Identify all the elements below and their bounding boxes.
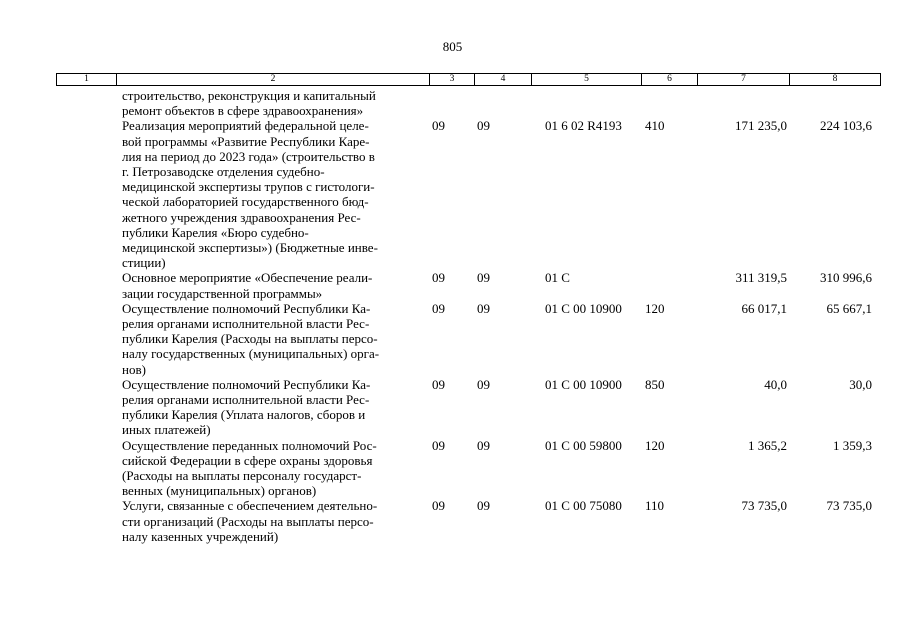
header-cell: 5 [532, 74, 642, 86]
expense-type-code: 110 [645, 498, 665, 514]
amount-year-2: 310 996,6 [820, 270, 872, 286]
description-line: сийской Федерации в сфере охраны здоровья [122, 452, 373, 468]
table-row [56, 438, 880, 499]
column-number-header [56, 73, 881, 86]
amount-year-2: 65 667,1 [826, 300, 872, 316]
subsection-code: 09 [477, 270, 490, 286]
section-code: 09 [432, 376, 445, 392]
description-line: Реализация мероприятий федеральной целе- [122, 118, 369, 134]
row-description [116, 118, 429, 270]
table-row [56, 301, 880, 377]
subsection-code: 09 [477, 300, 490, 316]
description-line: публики Карелия (Расходы на выплаты персо- [122, 331, 378, 347]
expense-type-code: 120 [645, 300, 665, 316]
header-cell: 3 [430, 74, 475, 86]
row-description [116, 438, 429, 499]
description-line: Осуществление полномочий Республики Ка- [122, 300, 371, 316]
amount-year-1: 1 365,2 [748, 437, 787, 453]
description-line: ческой лабораторией государственного бюд- [122, 194, 369, 210]
subsection-code [474, 88, 531, 118]
description-line: строительство, реконструкция и капитальный [122, 88, 376, 103]
row-description [116, 270, 429, 300]
section-code: 09 [432, 270, 445, 286]
header-cell: 7 [698, 74, 790, 86]
section-code: 09 [432, 437, 445, 453]
amount-year-2: 30,0 [849, 376, 872, 392]
section-code: 09 [432, 118, 445, 134]
table-row [56, 270, 880, 300]
cell-col1 [56, 498, 116, 544]
row-description [116, 498, 429, 544]
table-row [56, 377, 880, 438]
cell-col1 [56, 301, 116, 377]
description-line: медицинской экспертизы») (Бюджетные инве- [122, 240, 378, 256]
expense-type-code [641, 88, 697, 118]
subsection-code: 09 [477, 118, 490, 134]
cell-col1 [56, 438, 116, 499]
header-cell: 4 [475, 74, 532, 86]
description-line: публики Карелия «Бюро судебно- [122, 224, 309, 240]
header-cell: 6 [642, 74, 698, 86]
description-line: жетного учреждения здравоохранения Рес- [122, 209, 361, 225]
row-description [116, 88, 429, 118]
table-row [56, 498, 880, 544]
target-article-code: 01 С 00 10900 [545, 376, 622, 392]
row-description [116, 377, 429, 438]
subsection-code: 09 [477, 498, 490, 514]
target-article-code: 01 С 00 75080 [545, 498, 622, 514]
description-line: релия органами исполнительной власти Рес- [122, 316, 370, 332]
description-line: венных (муниципальных) органов) [122, 483, 317, 499]
description-line: ремонт объектов в сфере здравоохранения» [122, 103, 364, 119]
table-row [56, 118, 880, 270]
description-line: Осуществление переданных полномочий Рос- [122, 437, 377, 453]
amount-year-1 [697, 88, 789, 118]
section-code: 09 [432, 300, 445, 316]
row-description [116, 301, 429, 377]
description-line: сти организаций (Расходы на выплаты персо- [122, 513, 374, 529]
cell-col1 [56, 377, 116, 438]
amount-year-1: 40,0 [764, 376, 787, 392]
amount-year-2 [789, 88, 880, 118]
header-cell: 8 [790, 74, 881, 86]
description-line: иных платежей) [122, 422, 211, 438]
description-line: вой программы «Развитие Республики Каре- [122, 133, 370, 149]
expense-type-code: 850 [645, 376, 665, 392]
amount-year-2: 224 103,6 [820, 118, 872, 134]
target-article-code [531, 88, 641, 118]
amount-year-1: 311 319,5 [735, 270, 787, 286]
expense-type-code [641, 270, 697, 300]
cell-col1 [56, 118, 116, 270]
page-number: 805 [442, 39, 463, 54]
budget-table [56, 88, 880, 544]
target-article-code: 01 С 00 10900 [545, 300, 622, 316]
amount-year-2: 73 735,0 [826, 498, 872, 514]
amount-year-1: 73 735,0 [741, 498, 787, 514]
table-row [56, 88, 880, 118]
target-article-code: 01 С 00 59800 [545, 437, 622, 453]
cell-col1 [56, 88, 116, 118]
description-line: медицинской экспертизы трупов с гистологи- [122, 179, 375, 195]
target-article-code: 01 6 02 R4193 [545, 118, 622, 134]
amount-year-2: 1 359,3 [833, 437, 872, 453]
description-line: зации государственной программы» [122, 285, 323, 301]
cell-col1 [56, 270, 116, 300]
description-line: (Расходы на выплаты персоналу государст- [122, 468, 362, 484]
description-line: налу казенных учреждений) [122, 528, 279, 544]
description-line: публики Карелия (Уплата налогов, сборов и [122, 407, 366, 423]
description-line: релия органами исполнительной власти Рес- [122, 392, 370, 408]
amount-year-1: 66 017,1 [741, 300, 787, 316]
description-line: Основное мероприятие «Обеспечение реали- [122, 270, 373, 286]
header-cell: 1 [57, 74, 117, 86]
subsection-code: 09 [477, 376, 490, 392]
expense-type-code: 120 [645, 437, 665, 453]
section-code: 09 [432, 498, 445, 514]
description-line: г. Петрозаводске отделения судебно- [122, 164, 325, 180]
amount-year-1: 171 235,0 [735, 118, 787, 134]
target-article-code: 01 С [545, 270, 570, 286]
description-line: стиции) [122, 255, 166, 271]
description-line: Осуществление полномочий Республики Ка- [122, 376, 371, 392]
description-line: налу государственных (муниципальных) орга- [122, 346, 380, 362]
description-line: Услуги, связанные с обеспечением деятельно- [122, 498, 378, 514]
section-code [429, 88, 474, 118]
header-row [57, 74, 881, 86]
description-line: нов) [122, 361, 146, 377]
subsection-code: 09 [477, 437, 490, 453]
expense-type-code: 410 [645, 118, 665, 134]
header-cell: 2 [117, 74, 430, 86]
description-line: лия на период до 2023 года» (строительство в [122, 148, 375, 164]
